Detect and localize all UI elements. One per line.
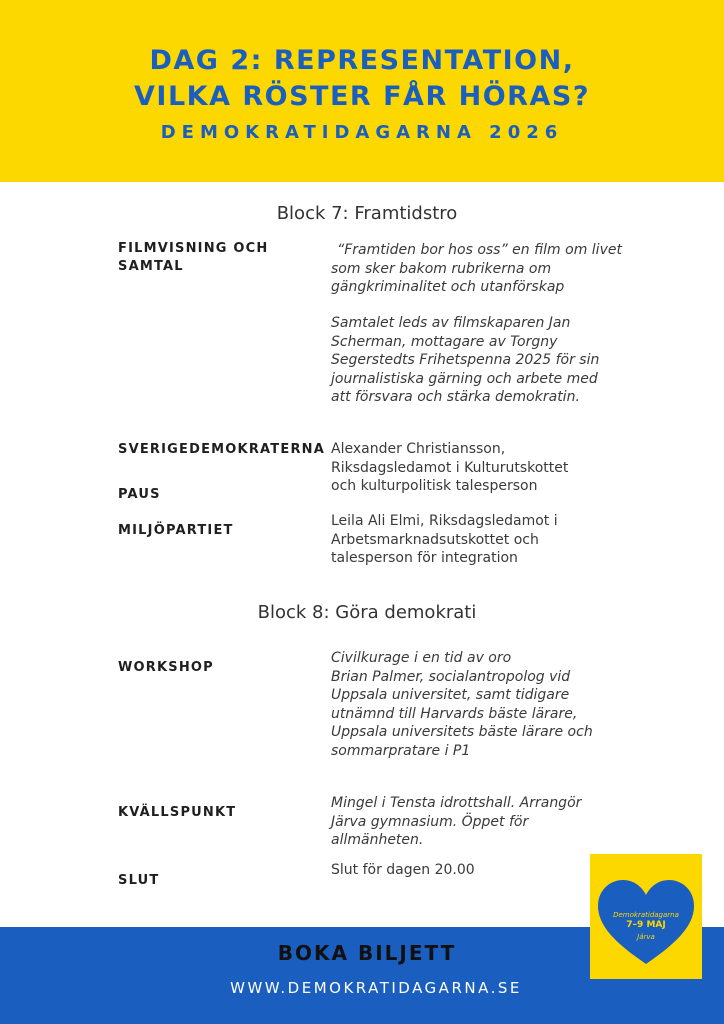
slut-label: SLUT bbox=[118, 873, 160, 888]
page-title-line1: DAG 2: REPRESENTATION, bbox=[149, 45, 575, 76]
kvallspunkt-description: Mingel i Tensta idrottshall. Arrangör Järva gymnasium. Öppet för allmänheten. bbox=[331, 795, 582, 848]
logo-line2: 7–9 MAJ bbox=[626, 920, 666, 930]
sverigedemokraterna-description: Alexander Christiansson, Riksdagsledamot i Kulturutskottet och kulturpolitisk talesperson bbox=[331, 441, 569, 494]
logo-line1: Demokratidagarna bbox=[613, 911, 679, 919]
website-link[interactable]: WWW.DEMOKRATIDAGARNA.SE bbox=[230, 979, 522, 997]
kvallspunkt-label: KVÄLLSPUNKT bbox=[118, 805, 237, 820]
filmvisning-description-cont: som sker bakom rubrikerna om gängkriminalitet och utanförskap bbox=[331, 260, 565, 295]
block7-heading: Block 7: Framtidstro bbox=[276, 203, 458, 224]
logo-line3: Järva bbox=[637, 933, 655, 941]
miljopartiet-label: MILJÖPARTIET bbox=[118, 523, 234, 538]
book-ticket-button[interactable]: BOKA BILJETT bbox=[277, 941, 457, 965]
slut-description: Slut för dagen 20.00 bbox=[331, 862, 475, 878]
workshop-label: WORKSHOP bbox=[118, 660, 214, 675]
page-subtitle: DEMOKRATIDAGARNA 2026 bbox=[160, 122, 564, 143]
block8-heading: Block 8: Göra demokrati bbox=[257, 602, 477, 623]
samtal-description: Samtalet leds av filmskaparen Jan Scherman, mottagare av Torgny Segerstedts Frihetspenna 2025 för sin journalistiska gärning och arbete med att försvara och stärka demokratin. bbox=[331, 315, 600, 405]
filmvisning-label: FILMVISNING OCH SAMTAL bbox=[118, 241, 269, 274]
filmvisning-description: “Framtiden bor hos oss” en film om livet bbox=[337, 242, 622, 258]
page-title-line2: VILKA RÖSTER FÅR HÖRAS? bbox=[134, 81, 590, 112]
header-banner bbox=[0, 0, 724, 182]
demokratidagarna-logo bbox=[590, 854, 702, 979]
workshop-description: Civilkurage i en tid av oro Brian Palmer, socialantropolog vid Uppsala universitet, samt tidigare utnämnd till Harvards bäste lärare, Uppsala universitets bäste lärare och sommarpratare i P1 bbox=[331, 650, 593, 759]
sverigedemokraterna-label: SVERIGEDEMOKRATERNA bbox=[118, 442, 325, 457]
miljopartiet-description: Leila Ali Elmi, Riksdagsledamot i Arbetsmarknadsutskottet och talesperson för integration bbox=[331, 513, 558, 566]
paus-label: PAUS bbox=[118, 487, 161, 502]
